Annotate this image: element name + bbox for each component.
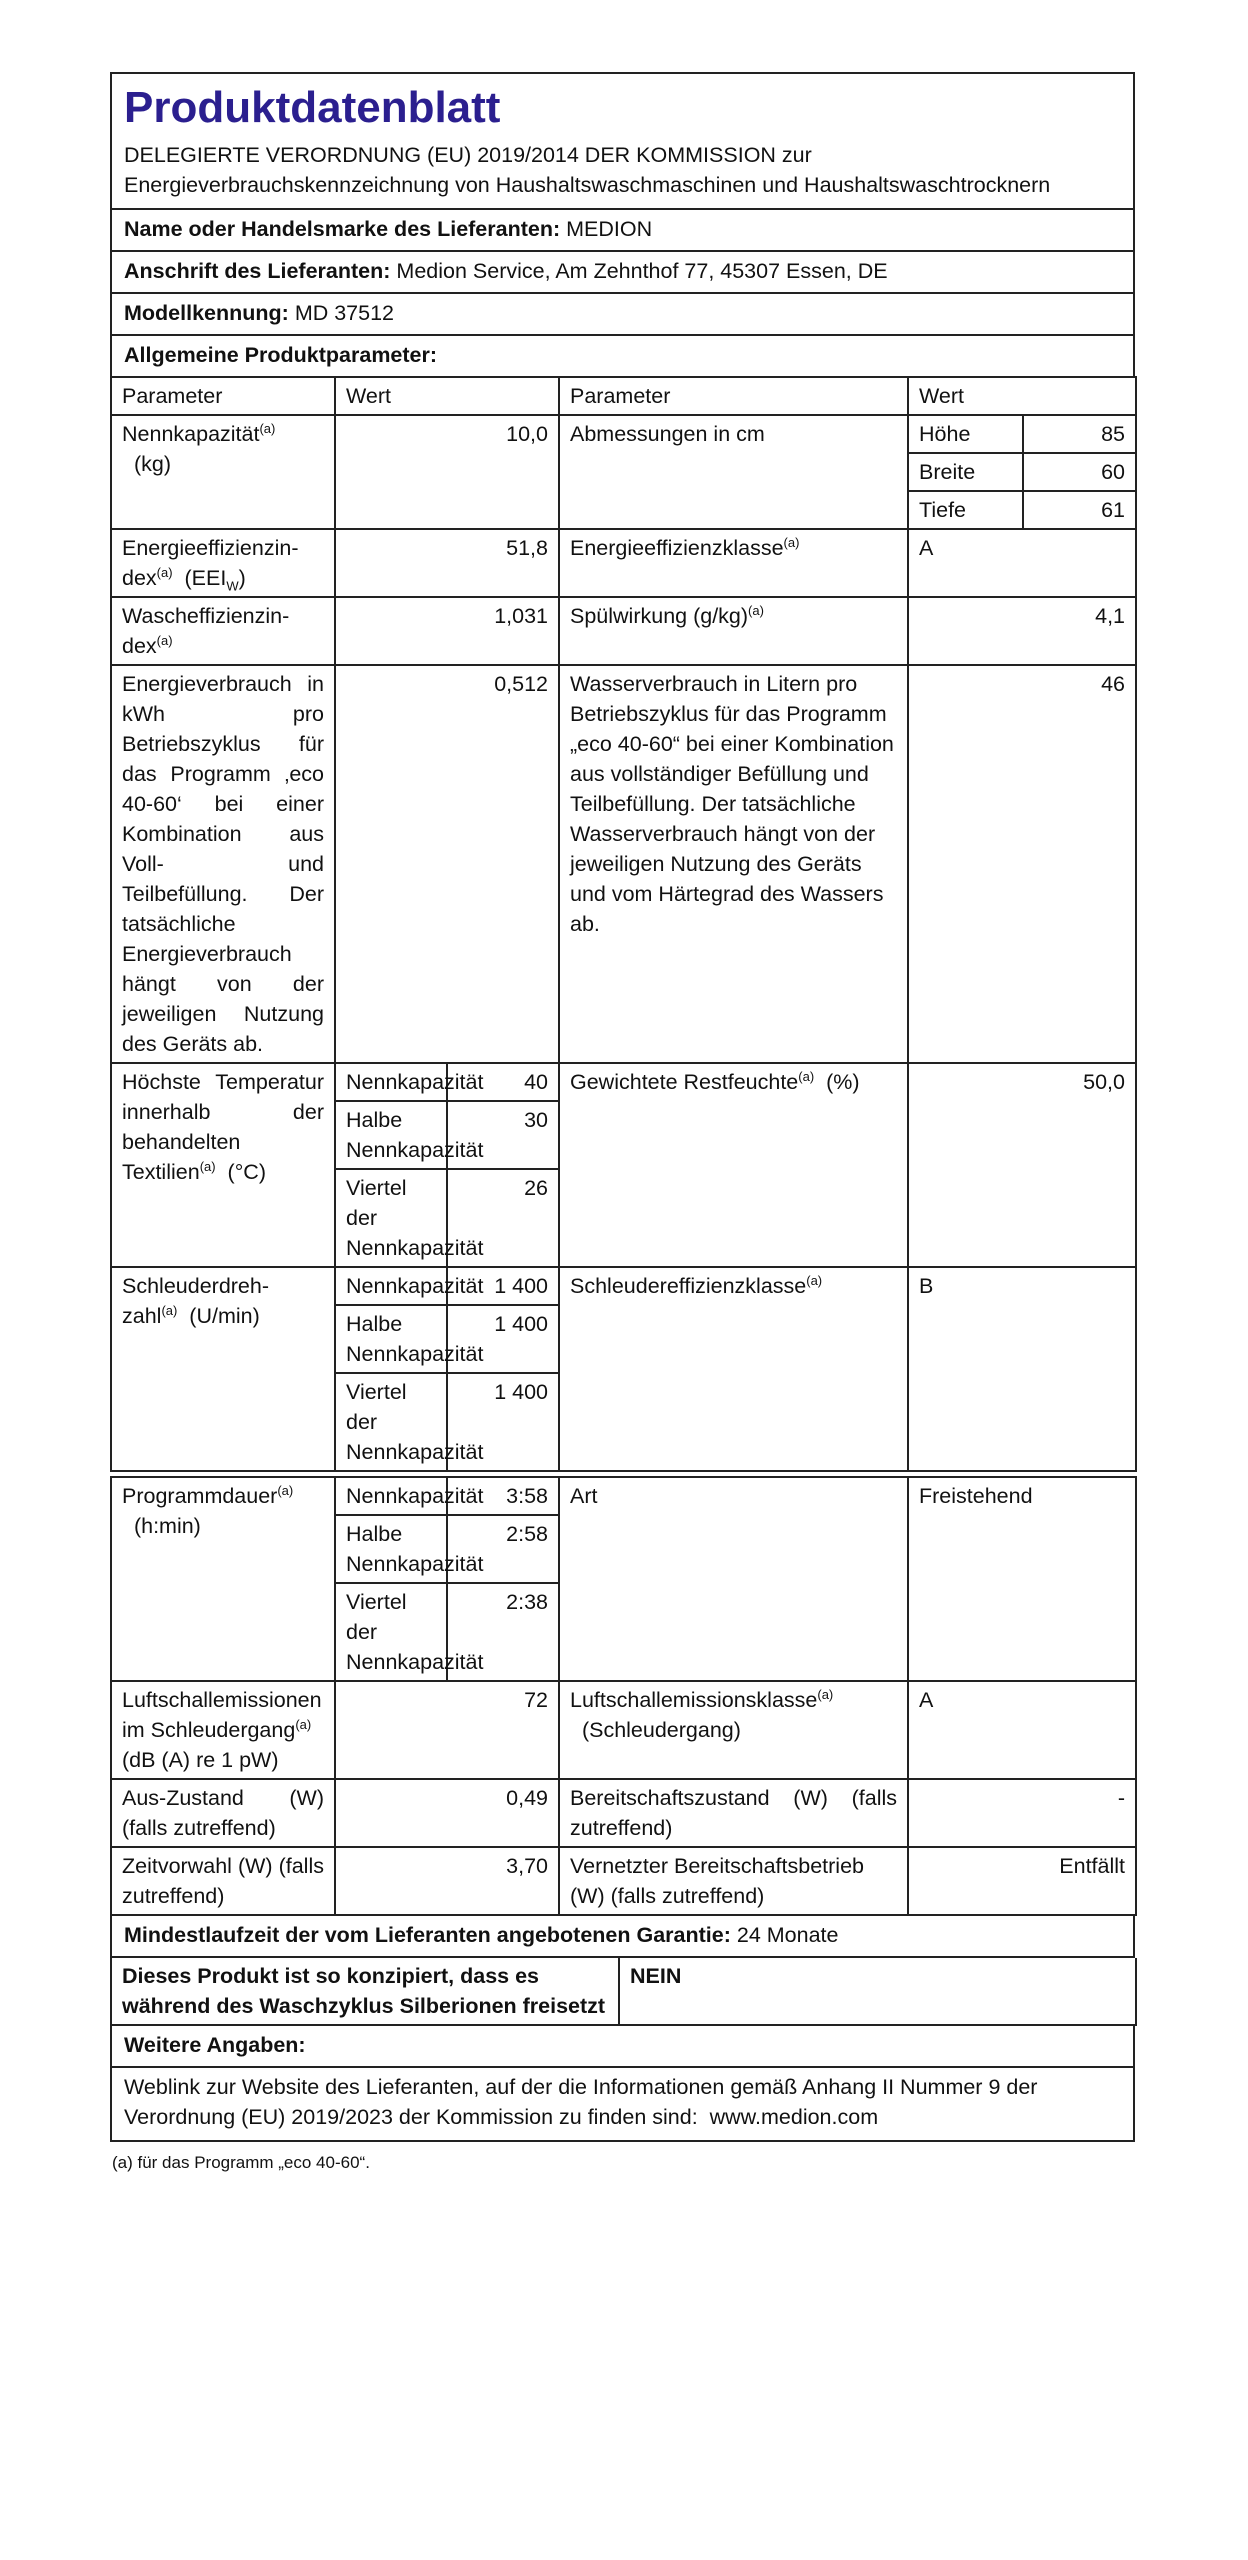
standby-value: -: [908, 1779, 1136, 1847]
silver-ion-table: [110, 1958, 1137, 2026]
energy-consumption-label: Energieverbrauch in kWh pro Betriebszyklus für das Programm ‚eco 40-60‘ bei einer Kombination aus Voll- und Teilbefüllung. Der tatsächliche Energieverbrauch hängt von der jeweiligen Nutzung des Geräts ab.: [111, 665, 335, 1063]
off-mode-value: 0,49: [335, 1779, 559, 1847]
spin-full-value: 1 400: [447, 1267, 559, 1305]
max-temp-half-value: 30: [447, 1101, 559, 1169]
model-label: Modellkennung:: [124, 301, 289, 325]
silver-ion-label: Dieses Produkt ist so konzipiert, dass es während des Waschzyklus Silberionen freisetzt: [111, 1958, 619, 2025]
height-label: Höhe: [908, 415, 1023, 453]
col-header-value: Wert: [335, 377, 559, 415]
spin-full-label: Nennkapazität: [335, 1267, 447, 1305]
further-info-row: [110, 2068, 1135, 2142]
guarantee-row: [110, 1916, 1135, 1958]
rinse-value: 4,1: [908, 597, 1136, 665]
model-row: [110, 294, 1135, 336]
height-value: 85: [1023, 415, 1136, 453]
table-header-row: [111, 377, 1136, 415]
dimensions-label: Abmessungen in cm: [559, 415, 908, 529]
further-info-heading: Weitere Angaben:: [110, 2026, 1135, 2068]
moisture-label: Gewichtete Restfeuchte$^{(a)}$ (%): [559, 1063, 908, 1267]
wash-index-label: Wascheffizienzin- dex$^{(a)}$: [111, 597, 335, 665]
noise-class-value: A: [908, 1681, 1136, 1779]
noise-value: 72: [335, 1681, 559, 1779]
page-title: Produktdatenblatt: [124, 83, 501, 132]
spin-half-value: 1 400: [447, 1305, 559, 1373]
max-temp-full-label: Nennkapazität: [335, 1063, 447, 1101]
guarantee-value: 24 Monate: [736, 1923, 839, 1947]
spin-class-label: Schleudereffizienzklasse$^{(a)}$: [559, 1267, 908, 1471]
supplier-name-row: [110, 210, 1135, 252]
table-row: [111, 1847, 1136, 1915]
model-value: MD 37512: [294, 301, 395, 325]
noise-label: Luftschallemissionen im Schleudergang$^{(a)}$ (dB (A) re 1 pW): [111, 1681, 335, 1779]
footnote: (a) für das Programm „eco 40-60“.: [112, 2153, 370, 2172]
water-consumption-label: Wasserverbrauch in Litern pro Betriebszyklus für das Programm „eco 40-60“ bei einer Kombination aus vollständiger Befüllung und Teilbefüllung. Der tatsächliche Wasserverbrauch hängt von der jeweiligen Nutzung des Geräts und vom Härtegrad des Wassers ab.: [559, 665, 908, 1063]
col-header-param: Parameter: [111, 377, 335, 415]
table-row: [111, 1958, 1136, 2025]
duration-full-label: Nennkapazität: [335, 1477, 447, 1515]
supplier-name-value: MEDION: [566, 217, 653, 241]
header-block: [110, 72, 1135, 210]
table-row: [111, 1681, 1136, 1779]
spin-quarter-value: 1 400: [447, 1373, 559, 1471]
supplier-name-label: Name oder Handelsmarke des Lieferanten:: [124, 217, 561, 241]
duration-half-value: 2:58: [447, 1515, 559, 1583]
spin-quarter-label: Viertel der Nennkapazität: [335, 1373, 447, 1471]
spin-speed-label: Schleuderdreh- zahl$^{(a)}$ (U/min): [111, 1267, 335, 1471]
params-table-2: [110, 1476, 1137, 1916]
col-header-param-2: Parameter: [559, 377, 908, 415]
water-consumption-value: 46: [908, 665, 1136, 1063]
depth-label: Tiefe: [908, 491, 1023, 529]
capacity-label: Nennkapazität$^{(a)}$ (kg): [111, 415, 335, 529]
max-temp-quarter-value: 26: [447, 1169, 559, 1267]
wash-index-value: 1,031: [335, 597, 559, 665]
further-info-text: Weblink zur Website des Lieferanten, auf der die Informationen gemäß Anhang II Nummer 9 der Verordnung (EU) 2019/2023 der Kommission zu finden sind:: [124, 2075, 1038, 2129]
table-row: [111, 597, 1136, 665]
eei-label: Energieeffizienzin- dex$^{(a)}$ $(EEI_W)$: [111, 529, 335, 597]
product-data-sheet: [110, 72, 1135, 2178]
energy-class-label: Energieeffizienzklasse$^{(a)}$: [559, 529, 908, 597]
off-mode-label: Aus-Zustand (W) (falls zutreffend): [111, 1779, 335, 1847]
col-header-value-2: Wert: [908, 377, 1136, 415]
general-params-heading: Allgemeine Produktparameter:: [110, 336, 1135, 378]
supplier-weblink[interactable]: www.medion.com: [709, 2105, 879, 2129]
table-row: [111, 529, 1136, 597]
max-temp-quarter-label: Viertel der Nennkapazität: [335, 1169, 447, 1267]
duration-label: Programmdauer$^{(a)}$ (h:min): [111, 1477, 335, 1681]
duration-full-value: 3:58: [447, 1477, 559, 1515]
rinse-label: Spülwirkung $(g/kg)^{(a)}$: [559, 597, 908, 665]
standby-label: Bereitschaftszustand (W) (falls zutreffend): [559, 1779, 908, 1847]
regulation-text: DELEGIERTE VERORDNUNG (EU) 2019/2014 DER KOMMISSION zur Energieverbrauchskennzeichnung von Haushaltswaschmaschinen und Haushaltswaschtrocknern: [124, 143, 1051, 197]
delay-start-value: 3,70: [335, 1847, 559, 1915]
type-value: Freistehend: [908, 1477, 1136, 1681]
table-row: [111, 415, 1136, 453]
max-temp-label: Höchste Temperatur innerhalb der behandelten Textilien$^{(a)}$ (°C): [111, 1063, 335, 1267]
max-temp-full-value: 40: [447, 1063, 559, 1101]
eei-value: 51,8: [335, 529, 559, 597]
spin-half-label: Halbe Nennkapazität: [335, 1305, 447, 1373]
spin-class-value: B: [908, 1267, 1136, 1471]
networked-standby-value: Entfällt: [908, 1847, 1136, 1915]
networked-standby-label: Vernetzter Bereitschaftsbetrieb (W) (falls zutreffend): [559, 1847, 908, 1915]
capacity-value: 10,0: [335, 415, 559, 529]
table-row: [111, 1063, 1136, 1101]
table-row: [111, 1477, 1136, 1515]
type-label: Art: [559, 1477, 908, 1681]
duration-quarter-value: 2:38: [447, 1583, 559, 1681]
table-row: [111, 1779, 1136, 1847]
depth-value: 61: [1023, 491, 1136, 529]
width-label: Breite: [908, 453, 1023, 491]
energy-consumption-value: 0,512: [335, 665, 559, 1063]
params-table-1: [110, 376, 1137, 1472]
energy-class-value: A: [908, 529, 1136, 597]
moisture-value: 50,0: [908, 1063, 1136, 1267]
guarantee-label: Mindestlaufzeit der vom Lieferanten angebotenen Garantie:: [124, 1923, 731, 1947]
delay-start-label: Zeitvorwahl (W) (falls zutreffend): [111, 1847, 335, 1915]
table-row: [111, 665, 1136, 1063]
supplier-address-value: Medion Service, Am Zehnthof 77, 45307 Essen, DE: [396, 259, 888, 283]
supplier-address-label: Anschrift des Lieferanten:: [124, 259, 391, 283]
noise-class-label: Luftschallemissionsklasse$^{(a)}$ (Schleudergang): [559, 1681, 908, 1779]
max-temp-half-label: Halbe Nennkapazität: [335, 1101, 447, 1169]
supplier-address-row: [110, 252, 1135, 294]
duration-quarter-label: Viertel der Nennkapazität: [335, 1583, 447, 1681]
silver-ion-value: NEIN: [619, 1958, 1136, 2025]
duration-half-label: Halbe Nennkapazität: [335, 1515, 447, 1583]
width-value: 60: [1023, 453, 1136, 491]
table-row: [111, 1267, 1136, 1305]
